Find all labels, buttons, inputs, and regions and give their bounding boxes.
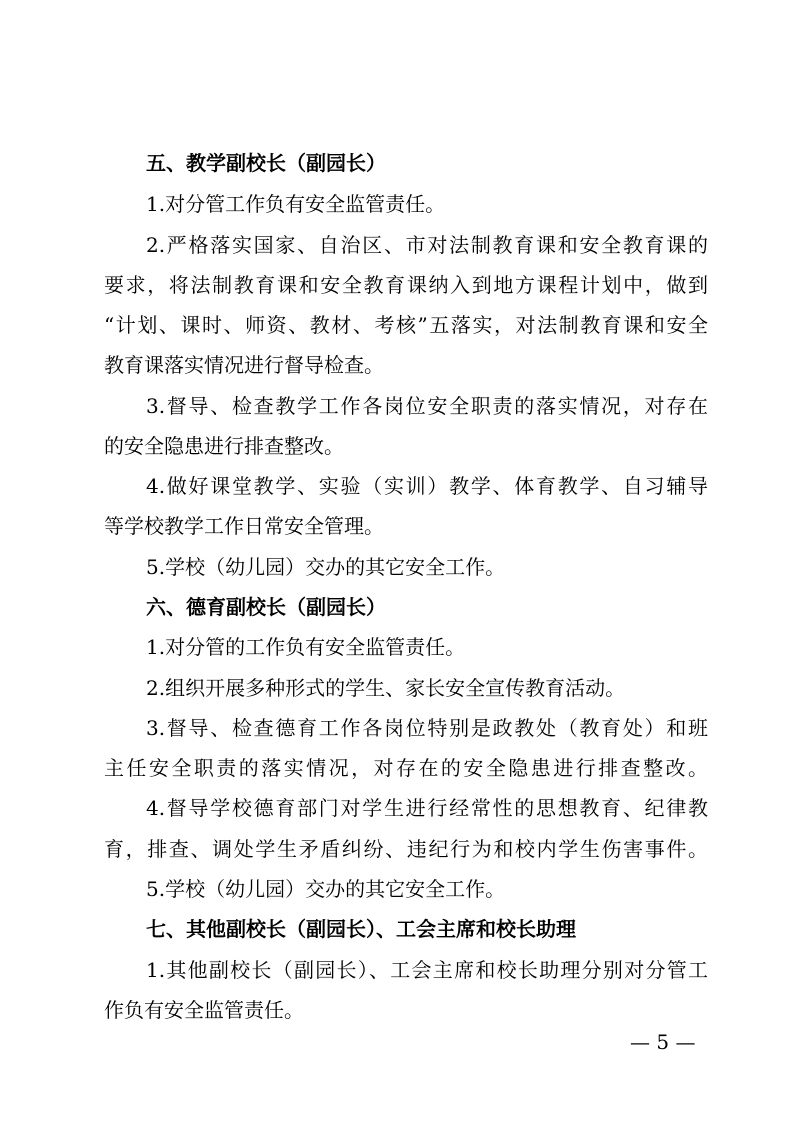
section-heading-7: 七、其他副校长（副园长）、工会主席和校长助理 [146, 917, 576, 941]
paragraph-line: 2.组织开展多种形式的学生、家长安全宣传教育活动。 [146, 676, 626, 700]
paragraph-line: 作负有安全监管责任。 [104, 998, 304, 1022]
paragraph-line: 3.督导、检查教学工作各岗位安全职责的落实情况，对存在 [146, 394, 708, 418]
paragraph-line: 2.严格落实国家、自治区、市对法制教育课和安全教育课的 [146, 233, 708, 257]
paragraph-line: 5.学校（幼儿园）交办的其它安全工作。 [146, 877, 506, 901]
section-heading-6: 六、德育副校长（副园长） [146, 595, 386, 619]
paragraph-line: 4.做好课堂教学、实验（实训）教学、体育教学、自习辅导 [146, 474, 708, 498]
paragraph-line: 主任安全职责的落实情况，对存在的安全隐患进行排查整改。 [104, 756, 708, 780]
paragraph-line: 1.对分管的工作负有安全监管责任。 [146, 635, 466, 659]
paragraph-line: 5.学校（幼儿园）交办的其它安全工作。 [146, 555, 506, 579]
paragraph-line: “计划、课时、师资、教材、考核”五落实，对法制教育课和安全 [104, 313, 708, 337]
paragraph-line: 育，排查、调处学生矛盾纠纷、违纪行为和校内学生伤害事件。 [104, 837, 708, 861]
paragraph-line: 1.其他副校长（副园长）、工会主席和校长助理分别对分管工 [146, 958, 708, 982]
paragraph-line: 4.督导学校德育部门对学生进行经常性的思想教育、纪律教 [146, 796, 708, 820]
paragraph-line: 1.对分管工作负有安全监管责任。 [146, 192, 446, 216]
section-heading-5: 五、教学副校长（副园长） [146, 151, 386, 175]
paragraph-line: 3.督导、检查德育工作各岗位特别是政教处（教育处）和班 [146, 716, 708, 740]
paragraph-line: 要求，将法制教育课和安全教育课纳入到地方课程计划中，做到 [104, 273, 708, 297]
paragraph-line: 的安全隐患进行排查整改。 [104, 434, 344, 458]
paragraph-line: 教育课落实情况进行督导检查。 [104, 353, 384, 377]
paragraph-line: 等学校教学工作日常安全管理。 [104, 514, 384, 538]
page-number: — 5 — [630, 1030, 696, 1054]
